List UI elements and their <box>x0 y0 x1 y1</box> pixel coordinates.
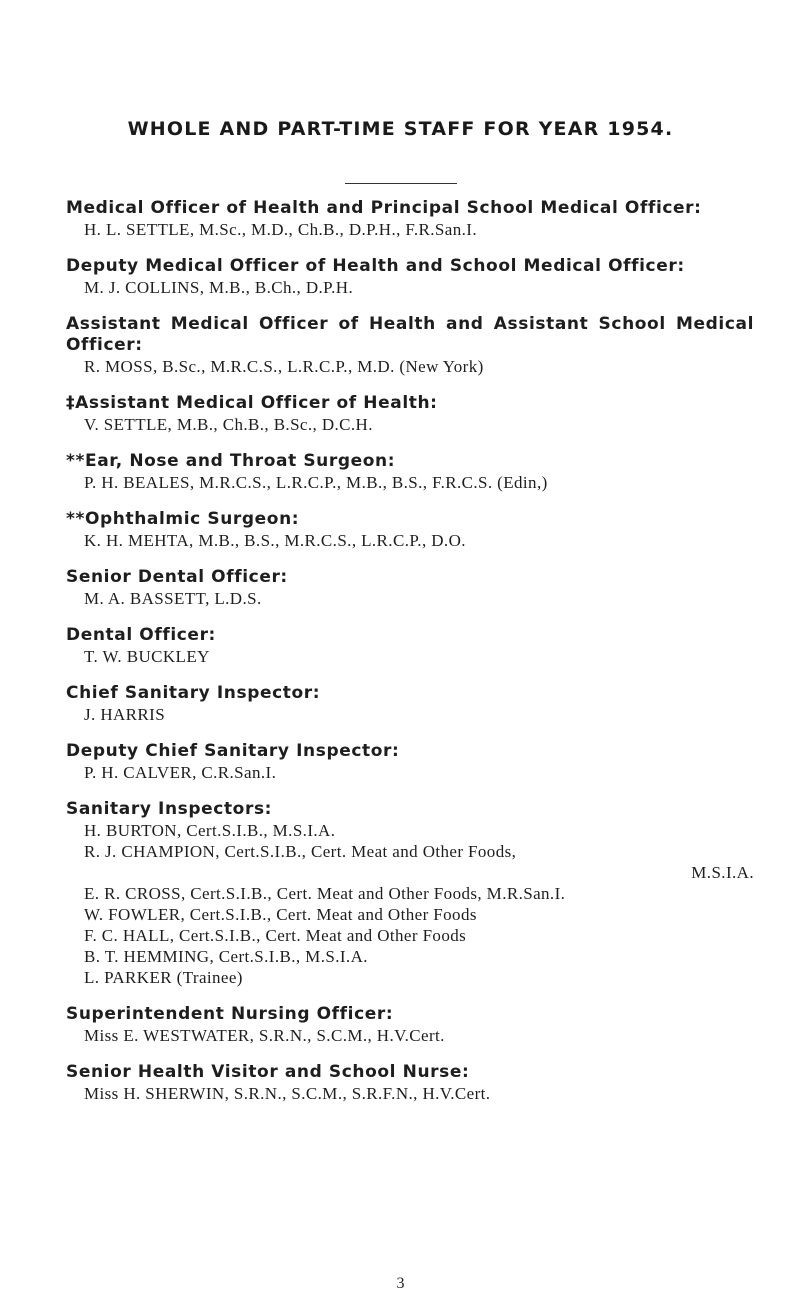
staff-entry: P. H. BEALES, M.R.C.S., L.R.C.P., M.B., B.S., F.R.C.S. (Edin,) <box>84 473 548 492</box>
section-heading: ‡Assistant Medical Officer of Health: <box>66 393 438 413</box>
section-assistant-moh <box>66 393 754 435</box>
section-heading: **Ophthalmic Surgeon: <box>66 509 300 529</box>
staff-entry: E. R. CROSS, Cert.S.I.B., Cert. Meat and Other Foods, M.R.San.I. <box>84 884 566 903</box>
section-heading: Senior Health Visitor and School Nurse: <box>66 1062 470 1082</box>
title-divider <box>345 183 457 184</box>
section-ent-surgeon <box>66 451 754 493</box>
staff-entry: W. FOWLER, Cert.S.I.B., Cert. Meat and Other Foods <box>84 905 477 924</box>
staff-entry: B. T. HEMMING, Cert.S.I.B., M.S.I.A. <box>84 947 368 966</box>
section-senior-dental-officer <box>66 567 754 609</box>
section-ophthalmic-surgeon <box>66 509 754 551</box>
section-assistant-moh-school <box>66 314 754 377</box>
section-moh <box>66 198 754 240</box>
staff-entry: P. H. CALVER, C.R.San.I. <box>84 763 277 782</box>
section-chief-sanitary-inspector <box>66 683 754 725</box>
section-superintendent-nursing-officer <box>66 1004 754 1046</box>
staff-entry: R. J. CHAMPION, Cert.S.I.B., Cert. Meat and Other Foods, <box>84 842 517 861</box>
staff-entry: M. J. COLLINS, M.B., B.Ch., D.P.H. <box>84 278 354 297</box>
staff-entry: R. MOSS, B.Sc., M.R.C.S., L.R.C.P., M.D. (New York) <box>84 357 484 376</box>
section-heading: Dental Officer: <box>66 625 216 645</box>
staff-entry: Miss H. SHERWIN, S.R.N., S.C.M., S.R.F.N., H.V.Cert. <box>84 1084 491 1103</box>
page-title: WHOLE AND PART-TIME STAFF FOR YEAR 1954. <box>127 118 674 140</box>
staff-entry: J. HARRIS <box>84 705 166 724</box>
staff-entry: K. H. MEHTA, M.B., B.S., M.R.C.S., L.R.C.P., D.O. <box>84 531 466 550</box>
section-heading: Superintendent Nursing Officer: <box>66 1004 394 1024</box>
staff-entry: M. A. BASSETT, L.D.S. <box>84 589 262 608</box>
section-deputy-chief-sanitary-inspector <box>66 741 754 783</box>
staff-entry: H. BURTON, Cert.S.I.B., M.S.I.A. <box>84 821 336 840</box>
section-heading: Chief Sanitary Inspector: <box>66 683 321 703</box>
page-number: 3 <box>396 1275 405 1292</box>
staff-list <box>66 198 754 1120</box>
staff-entry-continuation: M.S.I.A. <box>691 863 754 882</box>
staff-entry: F. C. HALL, Cert.S.I.B., Cert. Meat and Other Foods <box>84 926 467 945</box>
section-senior-health-visitor <box>66 1062 754 1104</box>
section-deputy-moh <box>66 256 754 298</box>
section-heading: Deputy Chief Sanitary Inspector: <box>66 741 400 761</box>
staff-entry: T. W. BUCKLEY <box>84 647 210 666</box>
section-dental-officer <box>66 625 754 667</box>
section-heading: Medical Officer of Health and Principal School Medical Officer: <box>66 198 702 218</box>
section-heading: **Ear, Nose and Throat Surgeon: <box>66 451 396 471</box>
section-heading: Assistant Medical Officer of Health and Assistant School Medical Officer: <box>66 314 754 355</box>
staff-entry: H. L. SETTLE, M.Sc., M.D., Ch.B., D.P.H., F.R.San.I. <box>84 220 477 239</box>
section-heading: Deputy Medical Officer of Health and School Medical Officer: <box>66 256 685 276</box>
staff-entry: L. PARKER (Trainee) <box>84 968 243 987</box>
staff-entry: V. SETTLE, M.B., Ch.B., B.Sc., D.C.H. <box>84 415 373 434</box>
section-sanitary-inspectors <box>66 799 754 988</box>
staff-entry: Miss E. WESTWATER, S.R.N., S.C.M., H.V.Cert. <box>84 1026 445 1045</box>
section-heading: Sanitary Inspectors: <box>66 799 273 819</box>
section-heading: Senior Dental Officer: <box>66 567 288 587</box>
